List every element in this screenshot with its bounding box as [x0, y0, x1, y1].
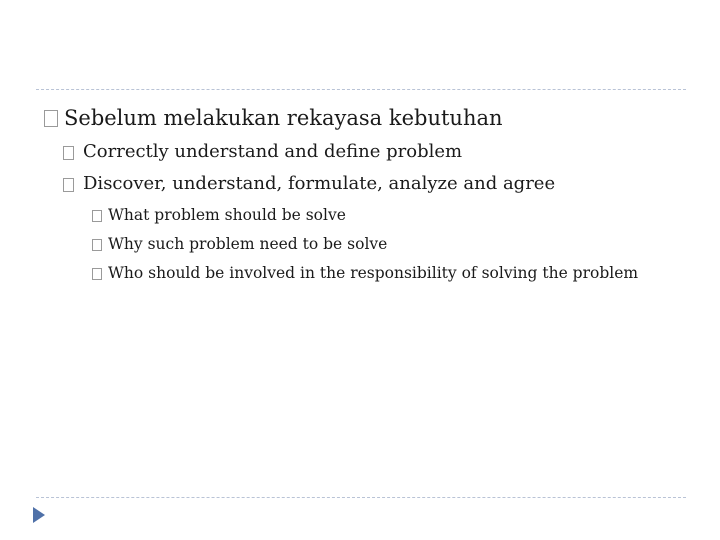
top-divider: [36, 89, 686, 90]
bullet-item-level1: [44, 103, 664, 133]
bullet-text: What problem should be solve: [108, 206, 346, 224]
slide-content: [44, 103, 664, 285]
bullet-item-level2: [63, 169, 664, 199]
square-bullet-icon: [44, 110, 58, 127]
bullet-text: Discover, understand, formulate, analyze and agree: [83, 173, 556, 194]
bottom-divider: [36, 497, 686, 498]
bullet-item-level3: [92, 261, 668, 285]
bullet-text: Why such problem need to be solve: [108, 235, 388, 253]
bullet-text: Who should be involved in the responsibility of solving the problem: [108, 264, 639, 282]
bullet-item-level3: [92, 232, 668, 256]
bullet-item-level3: [92, 203, 668, 227]
square-bullet-icon: [63, 146, 74, 160]
square-bullet-icon: [92, 210, 102, 222]
square-bullet-icon: [92, 239, 102, 251]
bullet-text: Correctly understand and define problem: [83, 141, 463, 162]
bullet-text: Sebelum melakukan rekayasa kebutuhan: [64, 106, 503, 130]
bullet-item-level2: [63, 137, 664, 167]
square-bullet-icon: [63, 178, 74, 192]
square-bullet-icon: [92, 268, 102, 280]
play-arrow-icon[interactable]: [33, 507, 45, 523]
